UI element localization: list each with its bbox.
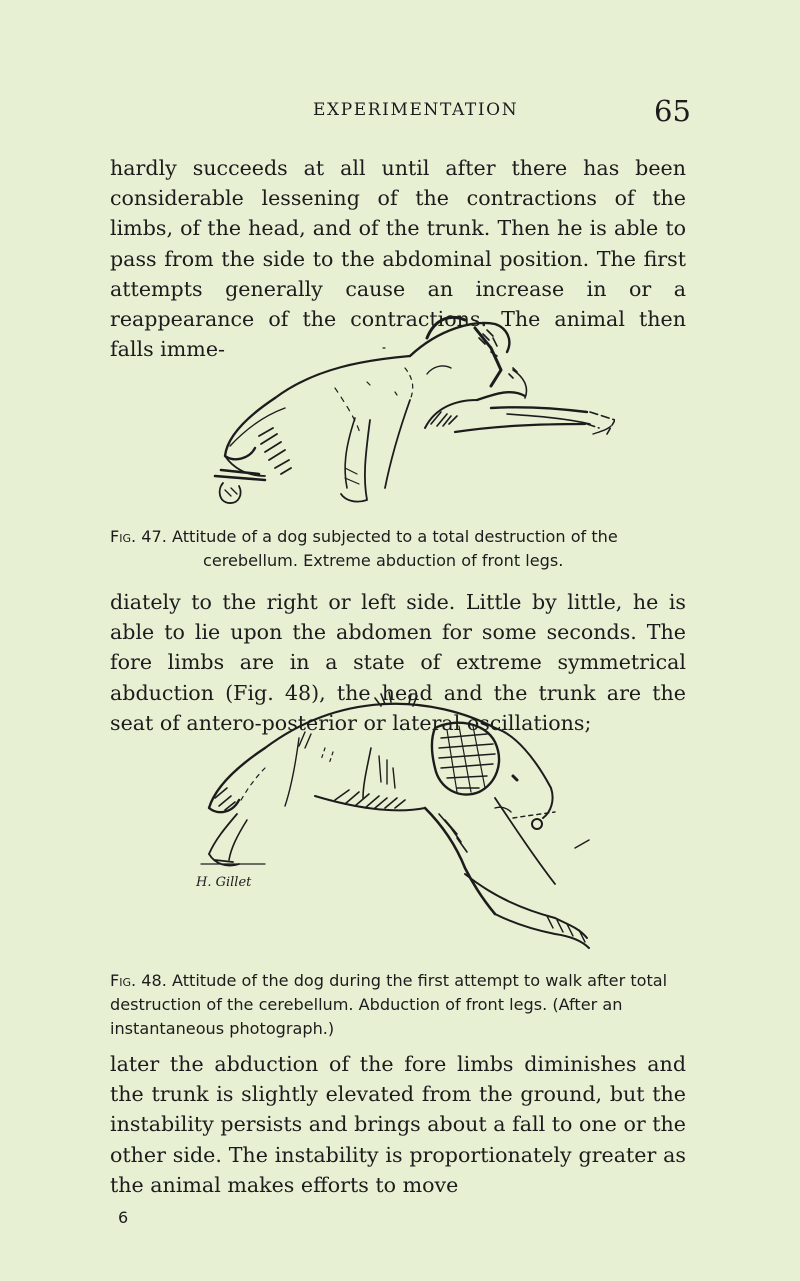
running-title: EXPERIMENTATION <box>313 100 519 120</box>
figure-48-caption-text: Attitude of the dog during the first attempt to walk after total destruction of the cerebellum. Abduction of front legs. (After an instantaneous photograph.) <box>110 971 668 1038</box>
running-head <box>0 94 800 134</box>
figure-48-caption <box>110 969 686 1041</box>
paragraph-2: diately to the right or left side. Little by little, he is able to lie upon the abdomen for some seconds. The fore limbs are in a state of extreme symmetrical abduction (Fig. 48), the head and the trunk are the seat of antero-posterior or lateral oscillations; <box>110 590 686 735</box>
artist-signature: H. Gillet <box>196 875 252 890</box>
paragraph-1: hardly succeeds at all until after there has been considerable lessening of the contractions of the limbs, of the head, and of the trunk. Then he is able to pass from the side to the abdominal position. The first attempts generally cause an increase in or a reappearance of the contractions. The animal then falls imme- <box>110 156 686 362</box>
figure-47-caption <box>110 525 686 573</box>
signature-mark: 6 <box>118 1208 129 1227</box>
figure-47-caption-text: Attitude of a dog subjected to a total destruction of the cerebellum. Extreme abduction of front legs. <box>171 527 618 570</box>
figure-47-label: Fig. 47. <box>110 527 167 546</box>
page-number: 65 <box>654 94 691 128</box>
figure-48-label: Fig. 48. <box>110 971 167 990</box>
figure-47-illustration <box>195 308 615 508</box>
paragraph-3: later the abduction of the fore limbs diminishes and the trunk is slightly elevated from the ground, but the instability persists and brings about a fall to one or the other side. The instability is proportionately greater as the animal makes efforts to move <box>110 1052 686 1197</box>
figure-48-illustration <box>195 688 605 950</box>
